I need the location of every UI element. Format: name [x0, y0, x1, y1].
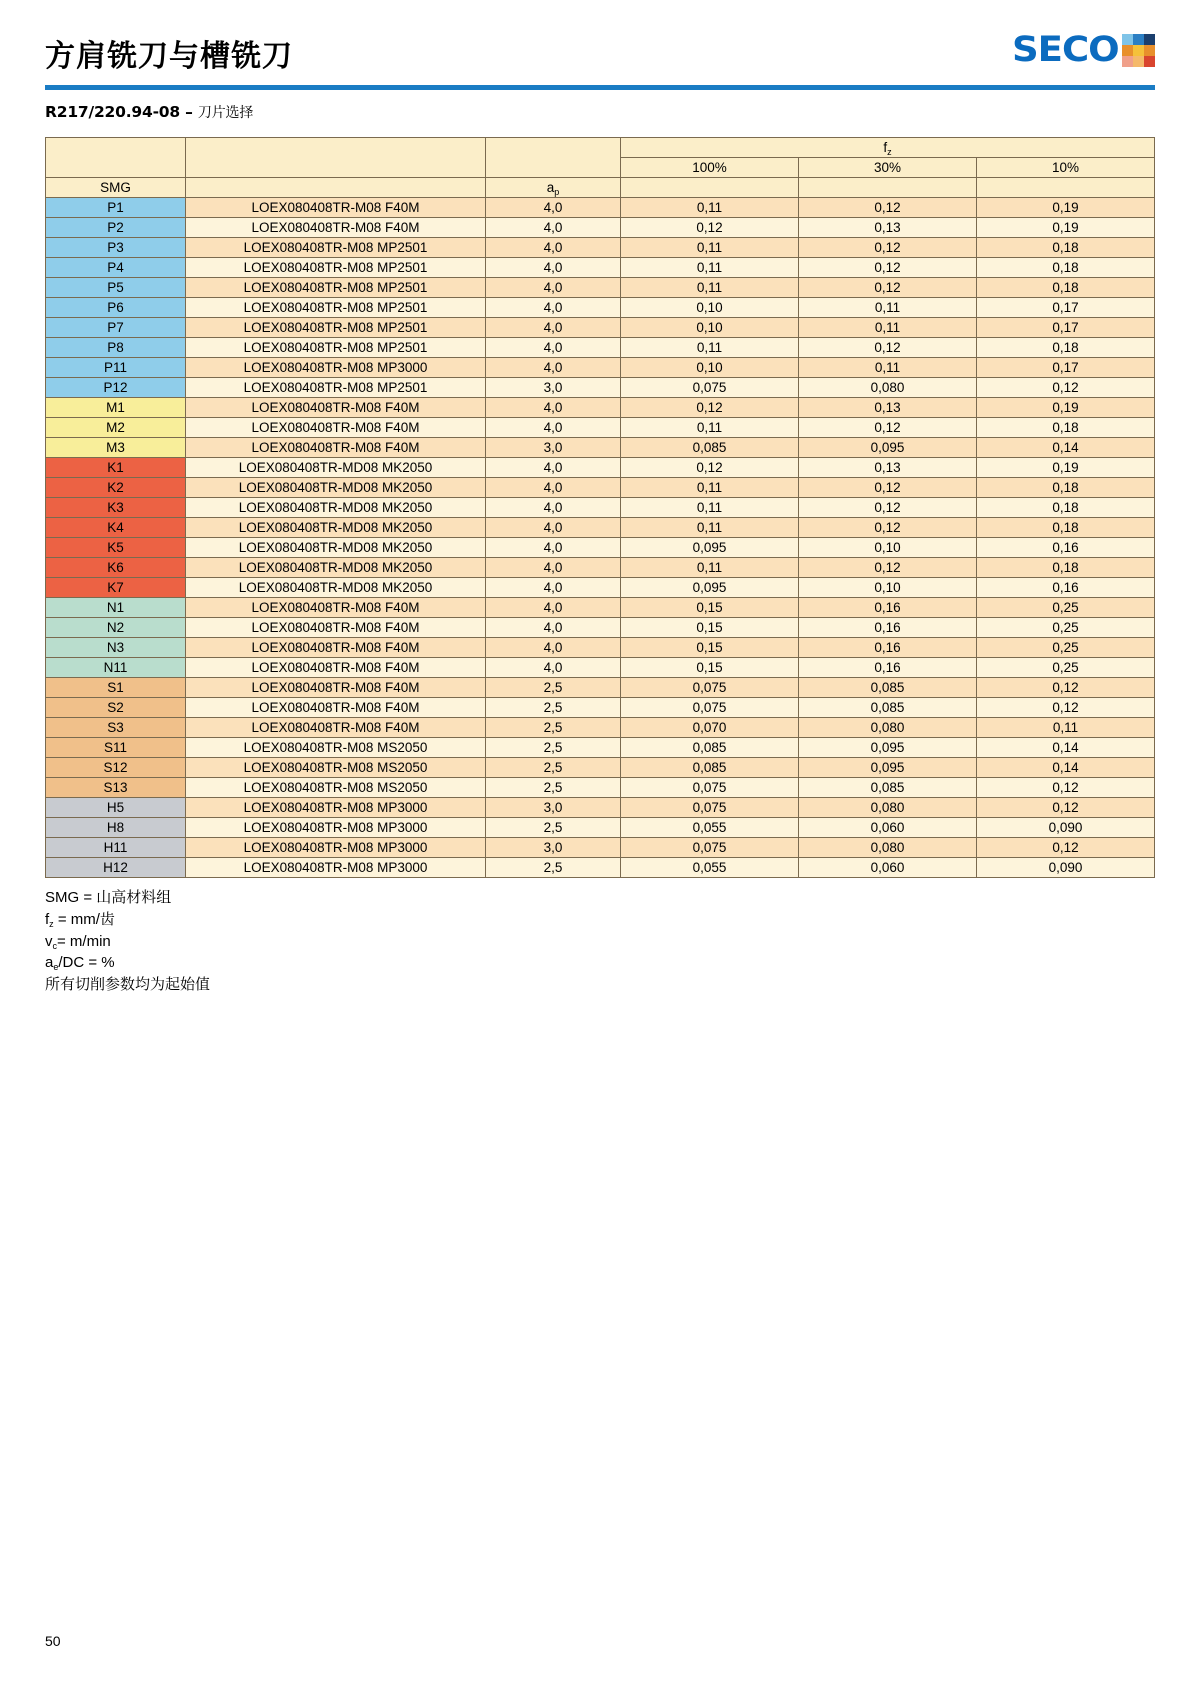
cell-fz-10: 0,19	[977, 198, 1155, 218]
footnote-5	[45, 974, 1155, 996]
cell-fz-30: 0,085	[799, 678, 977, 698]
cell-fz-100: 0,070	[621, 718, 799, 738]
cell-insert: LOEX080408TR-M08 F40M	[186, 678, 486, 698]
cell-insert: LOEX080408TR-M08 MP2501	[186, 378, 486, 398]
cell-smg: K3	[46, 498, 186, 518]
cell-fz-30: 0,12	[799, 558, 977, 578]
table-row	[46, 438, 1155, 458]
cell-fz-10: 0,19	[977, 218, 1155, 238]
col-header-10: 10%	[977, 158, 1155, 178]
cell-fz-10: 0,12	[977, 698, 1155, 718]
cell-ap: 4,0	[486, 578, 621, 598]
cell-fz-30: 0,080	[799, 718, 977, 738]
cell-smg: K6	[46, 558, 186, 578]
logo-square-3	[1144, 34, 1155, 45]
cell-fz-30: 0,12	[799, 418, 977, 438]
cell-ap: 2,5	[486, 698, 621, 718]
table-head	[46, 138, 1155, 198]
cell-insert: LOEX080408TR-M08 F40M	[186, 638, 486, 658]
cell-smg: P6	[46, 298, 186, 318]
table-row	[46, 338, 1155, 358]
table-row	[46, 698, 1155, 718]
cell-fz-100: 0,11	[621, 238, 799, 258]
cell-fz-100: 0,095	[621, 578, 799, 598]
cell-ap: 2,5	[486, 758, 621, 778]
cell-fz-100: 0,15	[621, 618, 799, 638]
cell-fz-100: 0,085	[621, 738, 799, 758]
cell-fz-100: 0,15	[621, 598, 799, 618]
table-row	[46, 478, 1155, 498]
cell-fz-30: 0,16	[799, 638, 977, 658]
cell-insert: LOEX080408TR-M08 MS2050	[186, 738, 486, 758]
cell-insert: LOEX080408TR-MD08 MK2050	[186, 558, 486, 578]
cell-fz-30: 0,10	[799, 578, 977, 598]
table-row	[46, 678, 1155, 698]
cell-fz-100: 0,10	[621, 318, 799, 338]
cell-fz-30: 0,085	[799, 698, 977, 718]
cell-fz-100: 0,12	[621, 458, 799, 478]
cell-fz-100: 0,085	[621, 438, 799, 458]
cell-smg: N3	[46, 638, 186, 658]
cell-ap: 4,0	[486, 278, 621, 298]
seco-logo-mark	[1122, 34, 1155, 67]
cell-fz-100: 0,11	[621, 518, 799, 538]
cell-fz-10: 0,19	[977, 458, 1155, 478]
cell-fz-100: 0,12	[621, 398, 799, 418]
cell-ap: 2,5	[486, 818, 621, 838]
seco-wordmark: SECO	[1012, 30, 1120, 70]
cell-insert: LOEX080408TR-M08 F40M	[186, 718, 486, 738]
cell-fz-100: 0,075	[621, 838, 799, 858]
table-row	[46, 778, 1155, 798]
cell-ap: 4,0	[486, 498, 621, 518]
cell-smg: P3	[46, 238, 186, 258]
cell-insert: LOEX080408TR-M08 MP2501	[186, 258, 486, 278]
cell-insert: LOEX080408TR-MD08 MK2050	[186, 498, 486, 518]
cell-insert: LOEX080408TR-M08 MP3000	[186, 858, 486, 878]
section-subtitle	[45, 102, 1155, 122]
cell-fz-30: 0,12	[799, 238, 977, 258]
cell-smg: N11	[46, 658, 186, 678]
cell-fz-10: 0,19	[977, 398, 1155, 418]
cell-ap: 4,0	[486, 218, 621, 238]
cell-smg: N1	[46, 598, 186, 618]
logo-square-4	[1122, 45, 1133, 56]
insert-selection-table	[45, 137, 1155, 878]
cell-fz-100: 0,11	[621, 478, 799, 498]
footnote-term: SMG	[45, 889, 80, 906]
table-row	[46, 378, 1155, 398]
header-rule	[45, 85, 1155, 90]
cell-smg: K5	[46, 538, 186, 558]
table-row	[46, 298, 1155, 318]
footnote-subscript: z	[49, 918, 54, 929]
seco-logo	[1012, 30, 1155, 78]
cell-fz-100: 0,075	[621, 698, 799, 718]
cell-fz-30: 0,12	[799, 198, 977, 218]
cell-insert: LOEX080408TR-MD08 MK2050	[186, 458, 486, 478]
cell-fz-100: 0,15	[621, 658, 799, 678]
header-row-labels	[46, 178, 1155, 198]
table-row	[46, 598, 1155, 618]
cell-fz-100: 0,15	[621, 638, 799, 658]
ap-subscript: p	[554, 187, 560, 197]
cell-ap: 2,5	[486, 738, 621, 758]
page-header	[45, 0, 1155, 78]
table-row	[46, 718, 1155, 738]
cell-ap: 4,0	[486, 298, 621, 318]
footnote-subscript: e	[53, 962, 59, 973]
cell-fz-100: 0,055	[621, 818, 799, 838]
cell-fz-10: 0,17	[977, 298, 1155, 318]
cell-insert: LOEX080408TR-M08 F40M	[186, 598, 486, 618]
cell-fz-10: 0,17	[977, 358, 1155, 378]
cell-fz-100: 0,11	[621, 338, 799, 358]
cell-fz-10: 0,25	[977, 618, 1155, 638]
cell-fz-30: 0,080	[799, 838, 977, 858]
cell-fz-100: 0,095	[621, 538, 799, 558]
cell-fz-10: 0,12	[977, 838, 1155, 858]
cell-fz-30: 0,12	[799, 478, 977, 498]
cell-fz-30: 0,13	[799, 218, 977, 238]
cell-smg: H11	[46, 838, 186, 858]
logo-square-7	[1122, 56, 1133, 67]
footnote-subscript: c	[52, 940, 57, 951]
cell-fz-10: 0,18	[977, 478, 1155, 498]
cell-insert: LOEX080408TR-M08 MP2501	[186, 238, 486, 258]
cell-fz-100: 0,11	[621, 198, 799, 218]
cell-fz-10: 0,090	[977, 818, 1155, 838]
cell-ap: 2,5	[486, 678, 621, 698]
col-header-fz	[621, 138, 1155, 158]
table-row	[46, 218, 1155, 238]
header-row-top	[46, 138, 1155, 158]
table-row	[46, 398, 1155, 418]
cell-fz-100: 0,075	[621, 778, 799, 798]
cell-smg: P12	[46, 378, 186, 398]
logo-square-5	[1133, 45, 1144, 56]
cell-ap: 4,0	[486, 478, 621, 498]
cell-smg: S12	[46, 758, 186, 778]
cell-fz-10: 0,17	[977, 318, 1155, 338]
page-number: 50	[45, 1633, 61, 1649]
cell-smg: M3	[46, 438, 186, 458]
cell-insert: LOEX080408TR-M08 F40M	[186, 198, 486, 218]
cell-insert: LOEX080408TR-M08 F40M	[186, 658, 486, 678]
cell-smg: N2	[46, 618, 186, 638]
cell-fz-30: 0,13	[799, 458, 977, 478]
cell-insert: LOEX080408TR-M08 F40M	[186, 698, 486, 718]
cell-insert: LOEX080408TR-M08 F40M	[186, 418, 486, 438]
table-row	[46, 238, 1155, 258]
cell-smg: P1	[46, 198, 186, 218]
cell-ap: 3,0	[486, 378, 621, 398]
table-row	[46, 458, 1155, 478]
col-header-insert-wrap	[186, 138, 486, 178]
cell-ap: 2,5	[486, 858, 621, 878]
cell-fz-10: 0,18	[977, 518, 1155, 538]
col-header-100-spacer	[621, 178, 799, 198]
cell-smg: P5	[46, 278, 186, 298]
logo-square-9	[1144, 56, 1155, 67]
col-header-smg-wrap	[46, 138, 186, 178]
cell-insert: LOEX080408TR-MD08 MK2050	[186, 578, 486, 598]
table-row	[46, 558, 1155, 578]
cell-fz-10: 0,18	[977, 258, 1155, 278]
table-row	[46, 738, 1155, 758]
cell-insert: LOEX080408TR-M08 F40M	[186, 218, 486, 238]
footnote-text: = mm/齿	[53, 910, 115, 928]
cell-fz-100: 0,11	[621, 418, 799, 438]
cell-fz-30: 0,16	[799, 598, 977, 618]
cell-smg: S13	[46, 778, 186, 798]
cell-fz-100: 0,075	[621, 798, 799, 818]
cell-fz-10: 0,25	[977, 658, 1155, 678]
cell-smg: S3	[46, 718, 186, 738]
footnote-term: a	[45, 954, 54, 972]
cell-smg: H5	[46, 798, 186, 818]
cell-fz-10: 0,090	[977, 858, 1155, 878]
table-body	[46, 198, 1155, 878]
cell-fz-100: 0,075	[621, 378, 799, 398]
cell-insert: LOEX080408TR-M08 MS2050	[186, 778, 486, 798]
cell-smg: P7	[46, 318, 186, 338]
cell-fz-30: 0,11	[799, 358, 977, 378]
cell-fz-10: 0,18	[977, 338, 1155, 358]
cell-insert: LOEX080408TR-M08 MP2501	[186, 278, 486, 298]
cell-fz-30: 0,095	[799, 438, 977, 458]
cell-fz-30: 0,11	[799, 298, 977, 318]
cell-insert: LOEX080408TR-M08 MP2501	[186, 298, 486, 318]
footnote-text: = 山高材料组	[79, 889, 172, 906]
footnotes	[45, 887, 1155, 996]
cell-smg: K7	[46, 578, 186, 598]
cell-ap: 4,0	[486, 658, 621, 678]
cell-insert: LOEX080408TR-M08 MP2501	[186, 318, 486, 338]
logo-square-2	[1133, 34, 1144, 45]
cell-ap: 4,0	[486, 538, 621, 558]
cell-fz-30: 0,12	[799, 518, 977, 538]
footnote-4	[45, 952, 1155, 974]
cell-ap: 4,0	[486, 358, 621, 378]
subtitle-code: R217/220.94-08 –	[45, 103, 198, 121]
cell-fz-100: 0,12	[621, 218, 799, 238]
cell-smg: P4	[46, 258, 186, 278]
table-row	[46, 618, 1155, 638]
table-row	[46, 858, 1155, 878]
footnote-text: = m/min	[57, 932, 111, 950]
cell-fz-100: 0,11	[621, 278, 799, 298]
table-row	[46, 278, 1155, 298]
col-header-30-spacer	[799, 178, 977, 198]
cell-smg: M1	[46, 398, 186, 418]
cell-ap: 4,0	[486, 618, 621, 638]
cell-insert: LOEX080408TR-MD08 MK2050	[186, 518, 486, 538]
cell-fz-10: 0,16	[977, 578, 1155, 598]
cell-fz-10: 0,12	[977, 678, 1155, 698]
cell-ap: 4,0	[486, 458, 621, 478]
cell-smg: H12	[46, 858, 186, 878]
cell-fz-30: 0,080	[799, 378, 977, 398]
cell-insert: LOEX080408TR-M08 MP3000	[186, 358, 486, 378]
cell-smg: H8	[46, 818, 186, 838]
cell-fz-30: 0,16	[799, 618, 977, 638]
cell-fz-30: 0,13	[799, 398, 977, 418]
cell-fz-30: 0,12	[799, 338, 977, 358]
logo-square-1	[1122, 34, 1133, 45]
cell-fz-10: 0,25	[977, 638, 1155, 658]
table-row	[46, 358, 1155, 378]
cell-fz-100: 0,11	[621, 498, 799, 518]
col-header-smg: SMG	[46, 178, 186, 198]
cell-fz-10: 0,18	[977, 278, 1155, 298]
footnote-2	[45, 909, 1155, 931]
cell-fz-100: 0,075	[621, 678, 799, 698]
cell-ap: 4,0	[486, 638, 621, 658]
cell-smg: P2	[46, 218, 186, 238]
cell-smg: P8	[46, 338, 186, 358]
cell-fz-10: 0,18	[977, 558, 1155, 578]
table-row	[46, 518, 1155, 538]
cell-ap: 2,5	[486, 718, 621, 738]
cell-fz-30: 0,095	[799, 758, 977, 778]
table-row	[46, 838, 1155, 858]
col-header-100: 100%	[621, 158, 799, 178]
cell-ap: 4,0	[486, 258, 621, 278]
cell-smg: P11	[46, 358, 186, 378]
cell-insert: LOEX080408TR-M08 MP3000	[186, 818, 486, 838]
cell-fz-30: 0,16	[799, 658, 977, 678]
footnote-term: f	[45, 910, 50, 928]
cell-ap: 3,0	[486, 838, 621, 858]
footnote-3	[45, 931, 1155, 953]
table-row	[46, 758, 1155, 778]
footnote-term: 所有切削参数均为起始值	[45, 976, 211, 993]
cell-fz-10: 0,14	[977, 438, 1155, 458]
cell-insert: LOEX080408TR-M08 MP2501	[186, 338, 486, 358]
cell-ap: 4,0	[486, 198, 621, 218]
cell-fz-10: 0,12	[977, 378, 1155, 398]
table-row	[46, 318, 1155, 338]
cell-ap: 4,0	[486, 558, 621, 578]
cell-ap: 4,0	[486, 398, 621, 418]
col-header-insert	[186, 178, 486, 198]
page-title: 方肩铣刀与槽铣刀	[45, 39, 293, 74]
cell-fz-10: 0,14	[977, 738, 1155, 758]
cell-insert: LOEX080408TR-M08 F40M	[186, 438, 486, 458]
col-header-ap	[486, 178, 621, 198]
footnote-1	[45, 887, 1155, 909]
cell-insert: LOEX080408TR-M08 F40M	[186, 398, 486, 418]
cell-insert: LOEX080408TR-M08 F40M	[186, 618, 486, 638]
cell-fz-30: 0,10	[799, 538, 977, 558]
cell-fz-100: 0,10	[621, 298, 799, 318]
cell-ap: 4,0	[486, 418, 621, 438]
table-row	[46, 258, 1155, 278]
footnote-term: v	[45, 932, 53, 950]
cell-ap: 3,0	[486, 438, 621, 458]
cell-smg: S1	[46, 678, 186, 698]
footnote-text: /DC = %	[58, 954, 115, 972]
col-header-10-spacer	[977, 178, 1155, 198]
cell-insert: LOEX080408TR-M08 MP3000	[186, 838, 486, 858]
col-header-30: 30%	[799, 158, 977, 178]
cell-fz-30: 0,12	[799, 498, 977, 518]
cell-fz-30: 0,060	[799, 818, 977, 838]
cell-fz-100: 0,11	[621, 558, 799, 578]
col-header-ap-wrap	[486, 138, 621, 178]
table-row	[46, 798, 1155, 818]
cell-smg: K2	[46, 478, 186, 498]
fz-subscript: z	[887, 147, 892, 157]
table-row	[46, 638, 1155, 658]
cell-fz-10: 0,14	[977, 758, 1155, 778]
cell-fz-100: 0,11	[621, 258, 799, 278]
ap-label: a	[546, 180, 555, 195]
cell-fz-30: 0,060	[799, 858, 977, 878]
cell-insert: LOEX080408TR-M08 MS2050	[186, 758, 486, 778]
cell-fz-10: 0,12	[977, 778, 1155, 798]
cell-fz-10: 0,25	[977, 598, 1155, 618]
cell-fz-30: 0,11	[799, 318, 977, 338]
cell-ap: 3,0	[486, 798, 621, 818]
cell-fz-10: 0,11	[977, 718, 1155, 738]
cell-insert: LOEX080408TR-M08 MP3000	[186, 798, 486, 818]
subtitle-cn: 刀片选择	[197, 105, 254, 121]
logo-square-6	[1144, 45, 1155, 56]
cell-smg: K1	[46, 458, 186, 478]
table-row	[46, 538, 1155, 558]
fz-label: f	[883, 140, 888, 155]
cell-ap: 4,0	[486, 338, 621, 358]
cell-fz-100: 0,085	[621, 758, 799, 778]
cell-fz-10: 0,18	[977, 418, 1155, 438]
cell-smg: S2	[46, 698, 186, 718]
cell-fz-10: 0,16	[977, 538, 1155, 558]
cell-ap: 2,5	[486, 778, 621, 798]
cell-ap: 4,0	[486, 518, 621, 538]
cell-smg: K4	[46, 518, 186, 538]
cell-fz-10: 0,18	[977, 498, 1155, 518]
logo-square-8	[1133, 56, 1144, 67]
cell-ap: 4,0	[486, 318, 621, 338]
cell-ap: 4,0	[486, 598, 621, 618]
cell-ap: 4,0	[486, 238, 621, 258]
table-row	[46, 818, 1155, 838]
table-row	[46, 418, 1155, 438]
cell-smg: S11	[46, 738, 186, 758]
table-row	[46, 658, 1155, 678]
cell-fz-30: 0,12	[799, 278, 977, 298]
cell-insert: LOEX080408TR-MD08 MK2050	[186, 478, 486, 498]
cell-fz-100: 0,055	[621, 858, 799, 878]
cell-fz-30: 0,095	[799, 738, 977, 758]
table-row	[46, 198, 1155, 218]
cell-fz-100: 0,10	[621, 358, 799, 378]
cell-fz-30: 0,080	[799, 798, 977, 818]
table-row	[46, 498, 1155, 518]
table-row	[46, 578, 1155, 598]
cell-fz-30: 0,12	[799, 258, 977, 278]
cell-insert: LOEX080408TR-MD08 MK2050	[186, 538, 486, 558]
cell-fz-10: 0,18	[977, 238, 1155, 258]
cell-smg: M2	[46, 418, 186, 438]
cell-fz-30: 0,085	[799, 778, 977, 798]
cell-fz-10: 0,12	[977, 798, 1155, 818]
